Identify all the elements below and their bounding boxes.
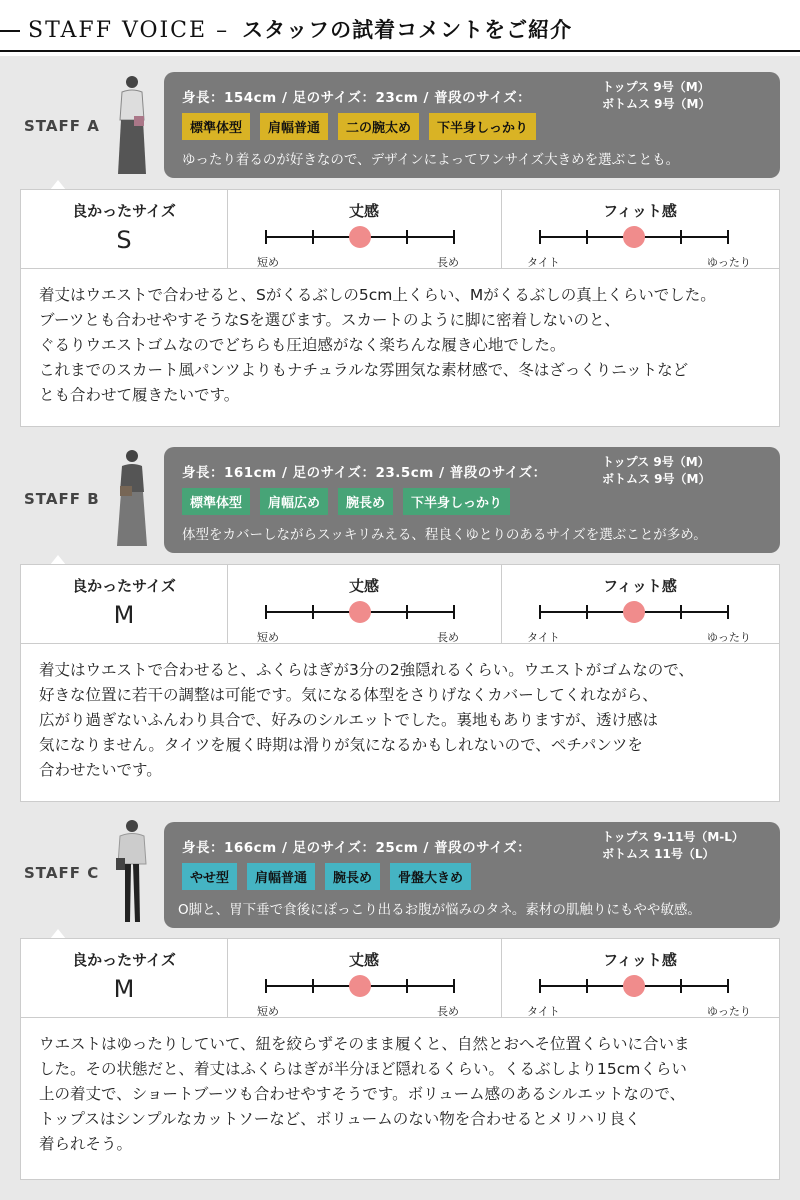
staff-c-usual-sizes bbox=[602, 829, 744, 863]
comment-line: 好きな位置に若干の調整は可能です。気になる体型をさりげなくカバーしてくれながら、 bbox=[39, 686, 658, 704]
body-tag: 肩幅普通 bbox=[247, 863, 315, 890]
staff-b-bottoms-size: ボトムス 9号（M） bbox=[602, 472, 711, 486]
comment-line: ブーツとも合わせやすそうなSを選びます。スカートのように脚に密着しないのと、 bbox=[39, 311, 621, 329]
fit-cell bbox=[501, 939, 779, 1017]
staff-c-comment bbox=[20, 1018, 780, 1180]
staff-a-fit-table bbox=[20, 189, 780, 269]
staff-c-fit-table bbox=[20, 938, 780, 1018]
staff-b-tags bbox=[182, 488, 510, 515]
fit-hi: ゆったり bbox=[707, 1005, 751, 1018]
comment-line: 上の着丈で、ショートブーツも合わせやすそうです。ボリューム感のあるシルエットなので、 bbox=[39, 1085, 686, 1103]
staff-b-fit-table bbox=[20, 564, 780, 644]
staff-b-usual-sizes bbox=[602, 454, 710, 488]
staff-b-comment bbox=[20, 644, 780, 802]
staff-b-note: 体型をカバーしながらスッキリみえる、程良くゆとりのあるサイズを選ぶことが多め。 bbox=[182, 527, 707, 543]
fit-label: フィット感 bbox=[603, 202, 677, 220]
body-tag: 腕長め bbox=[325, 863, 380, 890]
comment-line: 着丈はウエストで合わせると、ふくらはぎが3分の2強隠れるくらい。ウエストがゴムなので、 bbox=[39, 661, 694, 679]
good-size-cell bbox=[21, 939, 228, 1017]
staff-a-tops-size: トップス 9号（M） bbox=[602, 80, 710, 94]
staff-a-comment bbox=[20, 269, 780, 427]
good-size-cell bbox=[21, 565, 228, 643]
length-label: 丈感 bbox=[348, 951, 379, 969]
good-size-value: M bbox=[113, 601, 135, 629]
length-marker bbox=[349, 975, 371, 997]
good-size-value: S bbox=[116, 226, 132, 254]
staff-c-info bbox=[164, 822, 780, 928]
comment-line: 合わせたいです。 bbox=[39, 761, 162, 779]
body-tag: 下半身しっかり bbox=[429, 113, 536, 140]
body-tag: 下半身しっかり bbox=[403, 488, 510, 515]
length-hi: 長め bbox=[437, 256, 459, 269]
length-marker bbox=[349, 601, 371, 623]
body-tag: やせ型 bbox=[182, 863, 237, 890]
staff-a-figure bbox=[112, 74, 152, 178]
fit-label: フィット感 bbox=[603, 951, 677, 969]
length-hi: 長め bbox=[437, 631, 459, 644]
fit-hi: ゆったり bbox=[707, 256, 751, 269]
comment-line: 着丈はウエストで合わせると、Sがくるぶしの5cm上くらい、Mがくるぶしの真上くらいでした。 bbox=[39, 286, 716, 304]
length-cell bbox=[227, 565, 502, 643]
comment-line: した。その状態だと、着丈はふくらはぎが半分ほど隠れるくらい。くるぶしより15cmくらい bbox=[39, 1060, 687, 1078]
body-tag: 標準体型 bbox=[182, 113, 250, 140]
comment-line: 広がり過ぎないふんわり具合で、好みのシルエットでした。裏地もありますが、透け感は bbox=[39, 711, 658, 729]
staff-a-info bbox=[164, 72, 780, 178]
page-header bbox=[0, 0, 800, 52]
staff-b-label: STAFF B bbox=[24, 490, 100, 508]
staff-c-label: STAFF C bbox=[24, 864, 100, 882]
body-tag: 骨盤大きめ bbox=[390, 863, 471, 890]
length-hi: 長め bbox=[437, 1005, 459, 1018]
body-tag: 標準体型 bbox=[182, 488, 250, 515]
length-lo: 短め bbox=[257, 631, 279, 644]
length-lo: 短め bbox=[257, 256, 279, 269]
good-size-label: 良かったサイズ bbox=[72, 202, 176, 220]
fit-lo: タイト bbox=[527, 256, 560, 269]
staff-c-note: O脚と、胃下垂で食後にぽっこり出るお腹が悩みのタネ。素材の肌触りにもやや敏感。 bbox=[178, 902, 701, 918]
fit-marker bbox=[623, 601, 645, 623]
fit-cell bbox=[501, 565, 779, 643]
staff-a-spec: 身長：154cm / 足のサイズ：23cm / 普段のサイズ： bbox=[182, 90, 532, 106]
body-tag: 肩幅普通 bbox=[260, 113, 328, 140]
fit-label: フィット感 bbox=[603, 577, 677, 595]
fit-marker bbox=[623, 975, 645, 997]
staff-a-note: ゆったり着るのが好きなので、デザインによってワンサイズ大きめを選ぶことも。 bbox=[182, 152, 680, 168]
staff-b-figure bbox=[112, 448, 152, 552]
comment-line: これまでのスカート風パンツよりもナチュラルな雰囲気な素材感で、冬はざっくりニットなど bbox=[39, 361, 689, 379]
page-subtitle: スタッフの試着コメントをご紹介 bbox=[242, 18, 573, 42]
staff-b-tops-size: トップス 9号（M） bbox=[602, 455, 710, 469]
good-size-cell bbox=[21, 190, 228, 268]
staff-a-usual-sizes bbox=[602, 79, 710, 113]
header-rule bbox=[0, 50, 800, 52]
body-tag: 二の腕太め bbox=[338, 113, 419, 140]
staff-b-spec: 身長：161cm / 足のサイズ：23.5cm / 普段のサイズ： bbox=[182, 465, 547, 481]
fit-lo: タイト bbox=[527, 631, 560, 644]
staff-c-tops-size: トップス 9-11号（M-L） bbox=[602, 830, 744, 844]
staff-a-bottoms-size: ボトムス 9号（M） bbox=[602, 97, 711, 111]
length-cell bbox=[227, 190, 502, 268]
comment-line: 気になりません。タイツを履く時期は滑りが気になるかもしれないので、ペチパンツを bbox=[39, 736, 643, 754]
staff-c-bottoms-size: ボトムス 11号（L） bbox=[602, 847, 715, 861]
fit-hi: ゆったり bbox=[707, 631, 751, 644]
good-size-value: M bbox=[113, 975, 135, 1003]
comment-line: トップスはシンプルなカットソーなど、ボリュームのない物を合わせるとメリハリ良く bbox=[39, 1110, 641, 1128]
length-label: 丈感 bbox=[348, 577, 379, 595]
good-size-label: 良かったサイズ bbox=[72, 577, 176, 595]
fit-lo: タイト bbox=[527, 1005, 560, 1018]
staff-c-spec: 身長：166cm / 足のサイズ：25cm / 普段のサイズ： bbox=[182, 840, 532, 856]
length-cell bbox=[227, 939, 502, 1017]
staff-a-label: STAFF A bbox=[24, 117, 100, 135]
page-title: STAFF VOICE – スタッフの試着コメントをご紹介 bbox=[28, 18, 573, 43]
length-marker bbox=[349, 226, 371, 248]
fit-marker bbox=[623, 226, 645, 248]
good-size-label: 良かったサイズ bbox=[72, 951, 176, 969]
staff-b-info bbox=[164, 447, 780, 553]
comment-line: 着られそう。 bbox=[39, 1135, 133, 1153]
body-tag: 肩幅広め bbox=[260, 488, 328, 515]
comment-line: ぐるりウエストゴムなのでどちらも圧迫感がなく楽ちんな履き心地でした。 bbox=[39, 336, 566, 354]
header-dash bbox=[0, 30, 20, 32]
staff-a-tags bbox=[182, 113, 536, 140]
staff-c-tags bbox=[182, 863, 471, 890]
comment-line: ウエストはゆったりしていて、紐を絞らずそのまま履くと、自然とおへそ位置くらいに合いま bbox=[39, 1035, 690, 1053]
length-label: 丈感 bbox=[348, 202, 379, 220]
fit-cell bbox=[501, 190, 779, 268]
staff-c-figure bbox=[112, 818, 152, 928]
comment-line: とも合わせて履きたいです。 bbox=[39, 386, 240, 404]
body-tag: 腕長め bbox=[338, 488, 393, 515]
length-lo: 短め bbox=[257, 1005, 279, 1018]
